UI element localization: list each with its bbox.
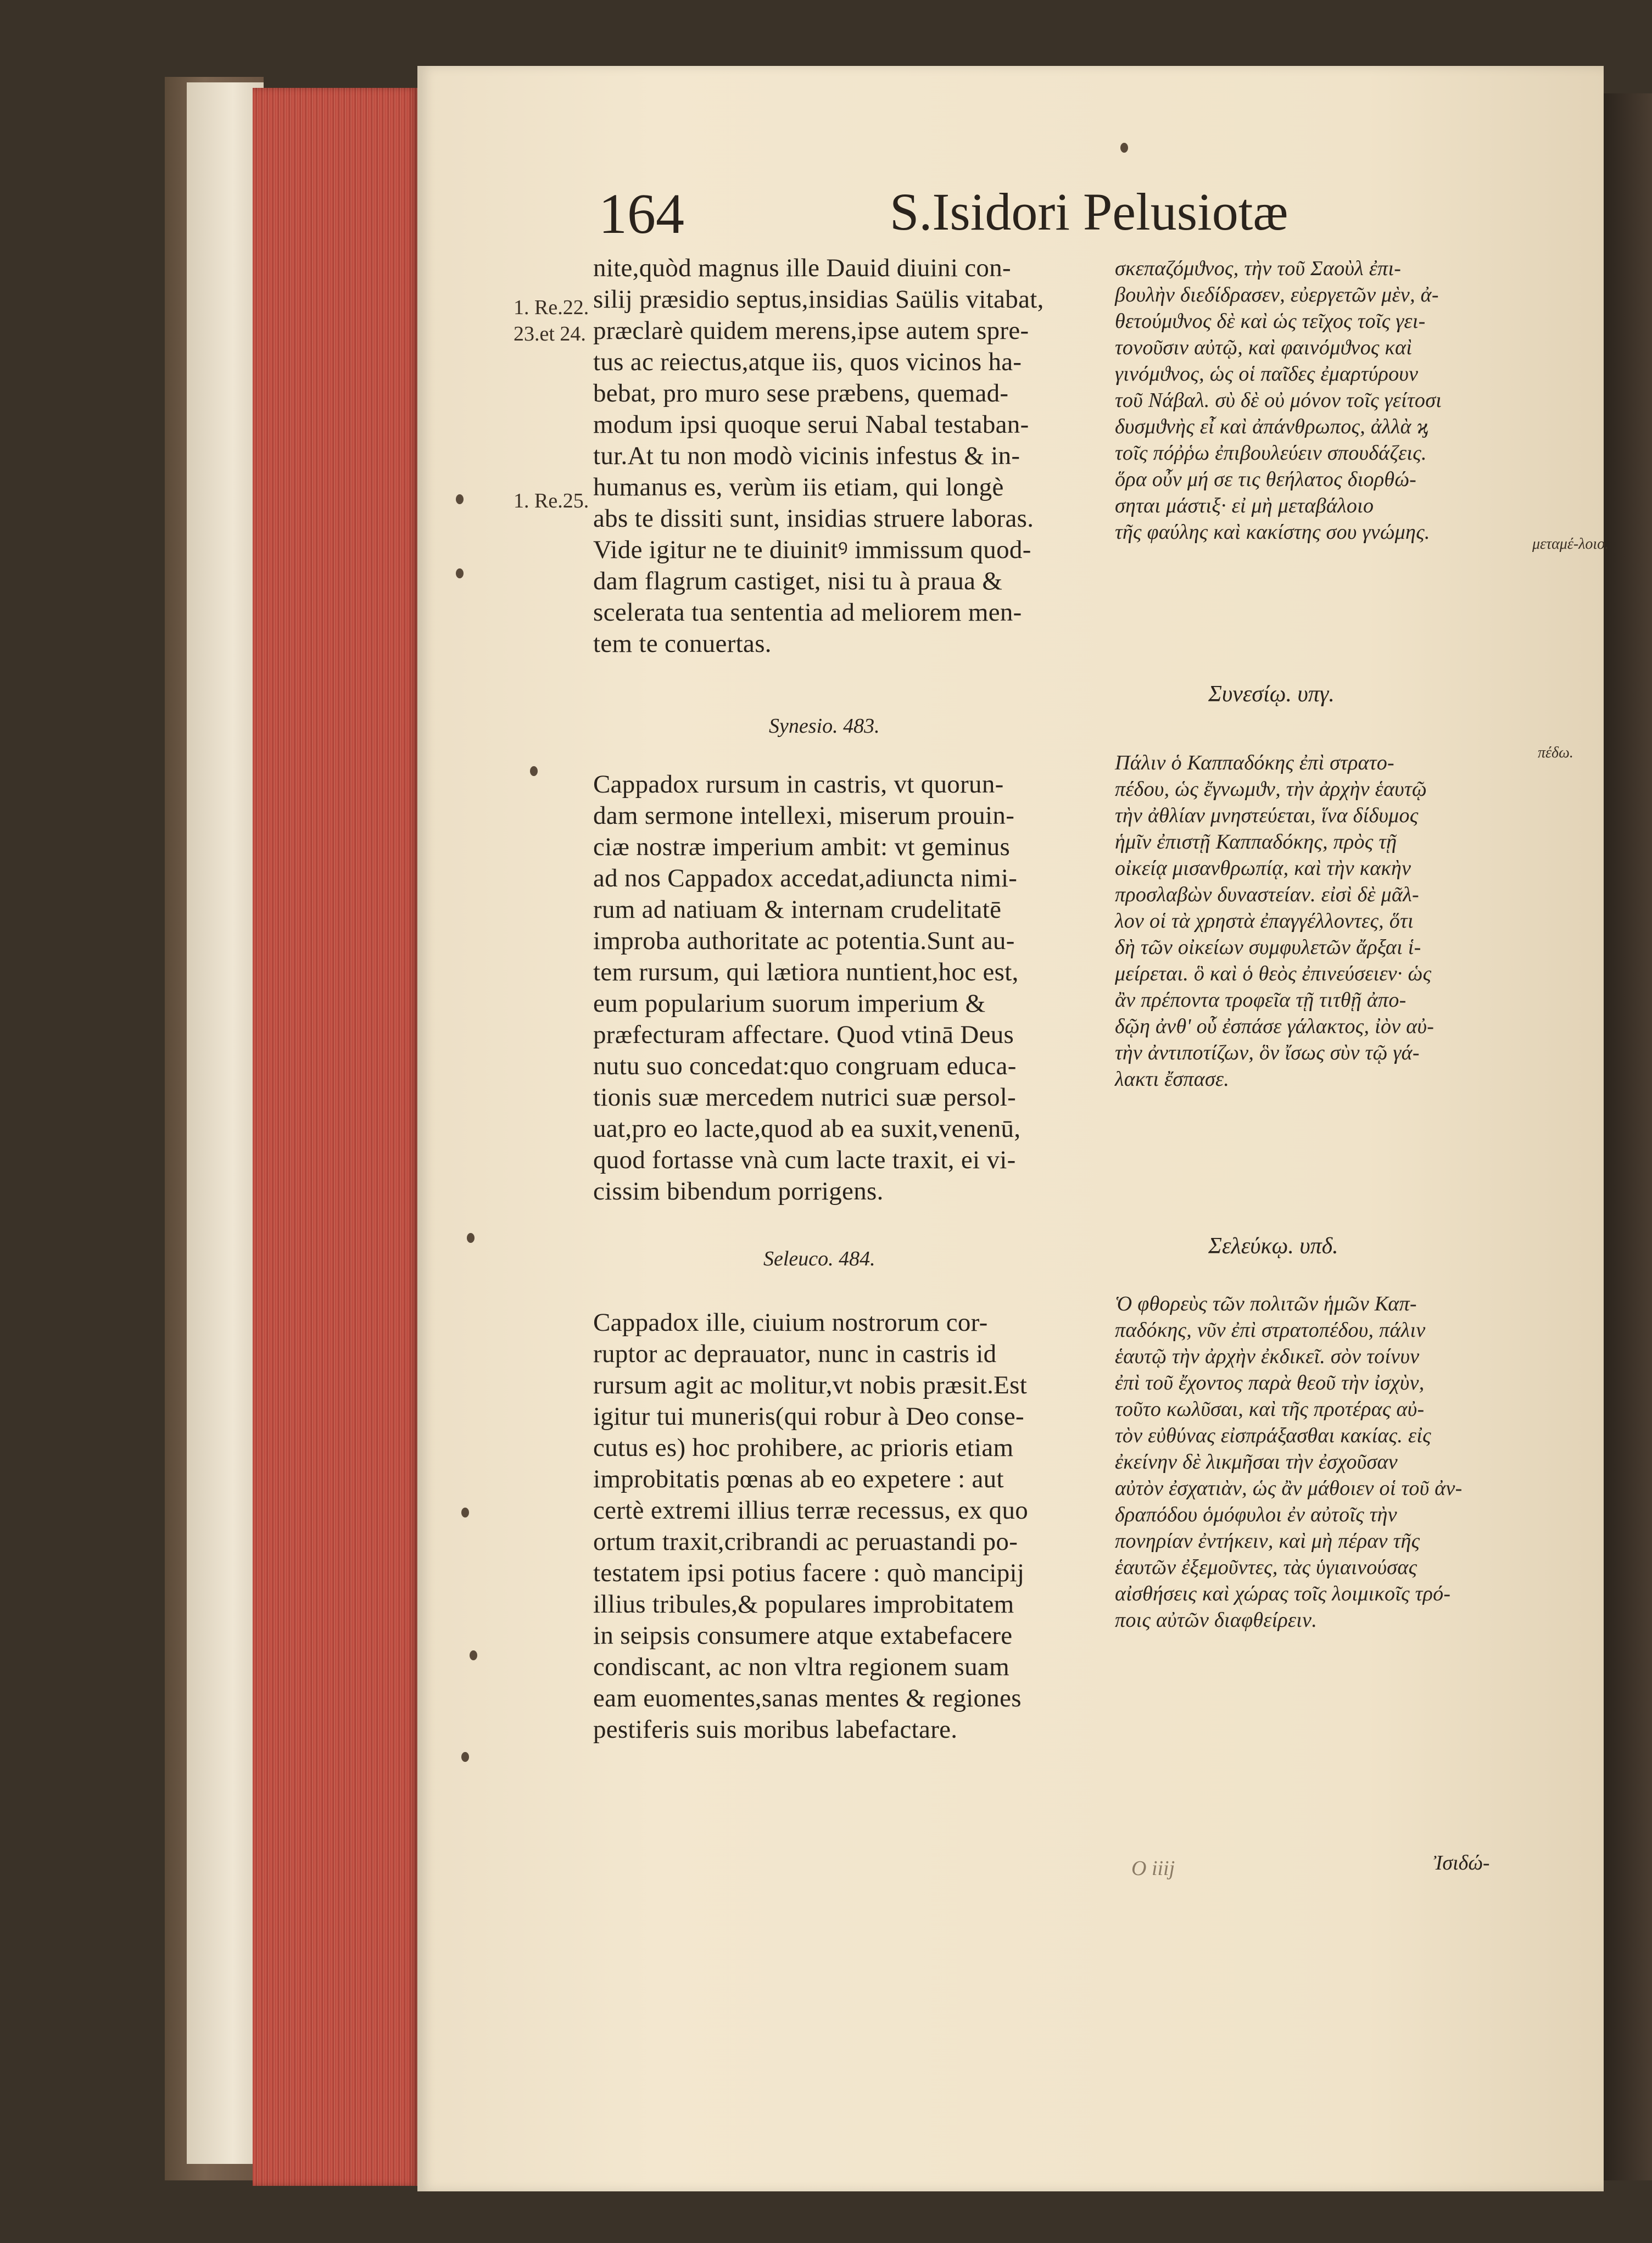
greek-line: πονηρίαν ἐντήκειν, καὶ μὴ πέραν τῆς	[1115, 1530, 1420, 1553]
latin-line: nite,quòd magnus ille Dauid diuini con-	[593, 254, 1011, 282]
latin-column-letter-3	[593, 1307, 1093, 1745]
greek-line: ἡμῖν ἐπιστῇ Καππαδόκης, πρὸς τῇ	[1115, 830, 1397, 853]
latin-line: ruptor ac deprauator, nunc in castris id	[593, 1340, 997, 1368]
greek-line: δῷη ἀνθ' οὗ ἐσπάσε γάλακτος, ἰὸν αὐ-	[1115, 1015, 1435, 1038]
greek-line: γινόμϑνος, ὡς οἱ παῖδες ἐμαρτύρουν	[1115, 362, 1419, 386]
latin-line: modum ipsi quoque serui Nabal testaban-	[593, 410, 1029, 439]
binding-hole	[470, 1650, 477, 1660]
latin-line: illius tribules,& populares improbitatem	[593, 1590, 1014, 1619]
greek-line: πέδου, ὡς ἔγνωμϑν, τὴν ἀρχὴν ἑαυτῷ	[1115, 778, 1427, 801]
greek-line: θετούμϑνος δὲ καὶ ὡς τεῖχος τοῖς γει-	[1115, 310, 1426, 333]
greek-line: βουλὴν διεδίδρασεν, εὐεργετῶν μὲν, ἀ-	[1115, 283, 1439, 306]
latin-line: tem rursum, qui lætiora nuntient,hoc est,	[593, 958, 1019, 986]
latin-line: improba authoritate ac potentia.Sunt au-	[593, 927, 1015, 955]
latin-line: uat,pro eo lacte,quod ab ea suxit,venenū,	[593, 1114, 1021, 1143]
greek-line: ἑαυτῷ τὴν ἀρχὴν ἐκδικεῖ. σὸν τοίνυν	[1115, 1345, 1420, 1368]
latin-line: cutus es) hoc prohibere, ac prioris etiam	[593, 1433, 1014, 1462]
greek-line: ἂν πρέποντα τροφεῖα τῇ τιτθῇ ἀπο-	[1115, 989, 1407, 1012]
binding-hole	[1120, 143, 1128, 153]
latin-column-letter-2	[593, 769, 1093, 1207]
book-page	[417, 66, 1609, 2191]
greek-line: τὴν ἀντιποτίζων, ὃν ἴσως σὺν τῷ γά-	[1115, 1041, 1420, 1064]
latin-line: Cappadox ille, ciuium nostrorum cor-	[593, 1308, 988, 1337]
binding-hole	[530, 766, 538, 776]
greek-line: τὸν εὐθύνας εἰσπράξασθαι κακίας. εἰς	[1115, 1424, 1431, 1447]
greek-heading: Συνεσίῳ. υπγ.	[1208, 682, 1335, 707]
latin-line: ortum traxit,cribrandi ac peruastandi po-	[593, 1527, 1018, 1556]
latin-line: Cappadox rursum in castris, vt quorun-	[593, 770, 1004, 799]
latin-heading: Synesio. 483.	[769, 715, 880, 738]
red-page-edges	[253, 88, 417, 2186]
binding-hole	[456, 494, 464, 504]
margin-note: 1. Re.22.	[514, 296, 589, 319]
greek-line: τῆς φαύλης καὶ κακίστης σου γνώμης.	[1115, 521, 1430, 544]
latin-line: pestiferis suis moribus labefactare.	[593, 1715, 958, 1744]
latin-line: condiscant, ac non vltra regionem suam	[593, 1653, 1009, 1681]
latin-line: ciæ nostræ imperium ambit: vt geminus	[593, 833, 1011, 861]
binding-hole	[461, 1752, 469, 1762]
greek-column-letter-3	[1115, 1291, 1549, 1633]
greek-heading: Σελεύκῳ. υπδ.	[1208, 1234, 1338, 1259]
signature-mark: O iiij	[1131, 1857, 1175, 1880]
latin-line: scelerata tua sententia ad meliorem men-	[593, 598, 1022, 627]
greek-line: ὅρα οὖν μή σε τις θεήλατος διορθώ-	[1115, 468, 1417, 491]
latin-line: testatem ipsi potius facere : quò mancipij	[593, 1559, 1025, 1587]
greek-line: δραπόδου ὁμόφυλοι ἐν αὐτοῖς τὴν	[1115, 1503, 1397, 1526]
greek-line: τὴν ἀθλίαν μνηστεύεται, ἵνα δίδυμος	[1115, 804, 1419, 827]
latin-line: nutu suo concedat:quo congruam educa-	[593, 1052, 1017, 1080]
greek-line: αὐτὸν ἐσχατιὰν, ὡς ἂν μάθοιεν οἱ τοῦ ἀν-	[1115, 1477, 1463, 1500]
greek-line: αἰσθήσεις καὶ χώρας τοῖς λοιμικοῖς τρό-	[1115, 1582, 1451, 1605]
running-head: S.Isidori Pelusiotæ	[890, 182, 1288, 241]
latin-line: rursum agit ac molitur,vt nobis præsit.Est	[593, 1371, 1028, 1399]
greek-line: ποις αὐτῶν διαφθείρειν.	[1115, 1609, 1318, 1632]
latin-line: improbitatis pœnas ab eo expetere : aut	[593, 1465, 1004, 1493]
greek-line: δυσμϑνὴς εἶ καὶ ἀπάνθρωπος, ἀλλὰ ϗ	[1115, 415, 1429, 438]
greek-column-letter-1	[1115, 255, 1549, 545]
latin-heading: Seleuco. 484.	[763, 1247, 875, 1270]
greek-line: ἑαυτῶν ἐξεμοῦντες, τὰς ὑγιαινούσας	[1115, 1556, 1417, 1579]
latin-line: dam flagrum castiget, nisi tu à praua &	[593, 567, 1003, 595]
latin-line: quod fortasse vnà cum lacte traxit, ei vi-	[593, 1146, 1016, 1174]
latin-column-letter-1	[593, 253, 1093, 660]
greek-line: παδόκης, νῦν ἐπὶ στρατοπέδου, πάλιν	[1115, 1319, 1426, 1342]
greek-line: δὴ τῶν οἰκείων συμφυλετῶν ἄρξαι ἱ-	[1115, 936, 1421, 959]
latin-line: dam sermone intellexi, miserum prouin-	[593, 801, 1015, 830]
latin-line: rum ad natiuam & internam crudelitatē	[593, 895, 1002, 924]
margin-note: 23.et 24.	[514, 322, 586, 345]
greek-line: οἰκείᾳ μισανθρωπίᾳ, καὶ τὴν κακὴν	[1115, 857, 1411, 880]
latin-line: præfecturam affectare. Quod vtinā Deus	[593, 1020, 1014, 1049]
greek-line: λακτι ἔσπασε.	[1115, 1068, 1230, 1091]
latin-line: silij præsidio septus,insidias Saülis vitabat,	[593, 285, 1044, 314]
catchword: Ἰσιδώ-	[1433, 1851, 1490, 1874]
latin-line: igitur tui muneris(qui robur à Deo conse-	[593, 1402, 1024, 1431]
book-endpaper	[187, 82, 264, 2164]
greek-line: σκεπαζόμϑνος, τὴν τοῦ Σαοὺλ ἐπι-	[1115, 257, 1402, 280]
binding-hole	[456, 568, 464, 578]
greek-line: σηται μάστιξ· εἰ μὴ μεταβάλοιο	[1115, 494, 1374, 517]
greek-line: Πάλιν ὁ Καππαδόκης ἐπὶ στρατο-	[1115, 751, 1395, 774]
latin-line: tus ac reiectus,atque iis, quos vicinos ha-	[593, 348, 1022, 376]
latin-line: eam euomentes,sanas mentes & regiones	[593, 1684, 1022, 1712]
greek-line: τονοῦσιν αὐτῷ, καὶ φαινόμϑνος καὶ	[1115, 336, 1413, 359]
book-cover-right	[1604, 93, 1652, 2180]
margin-note: 1. Re.25.	[514, 489, 589, 512]
page-number: 164	[599, 182, 684, 245]
greek-line: λον οἱ τὰ χρηστὰ ἐπαγγέλλοντες, ὅτι	[1115, 910, 1414, 933]
latin-line: tem te conuertas.	[593, 629, 772, 658]
greek-line: μείρεται. ὃ καὶ ὁ θεὸς ἐπινεύσειεν· ὡς	[1115, 962, 1432, 985]
greek-line: ἐπὶ τοῦ ἔχοντος παρὰ θεοῦ τὴν ἰσχὺν,	[1115, 1371, 1425, 1394]
latin-line: tionis suæ mercedem nutrici suæ persol-	[593, 1083, 1017, 1112]
binding-hole	[467, 1233, 475, 1243]
latin-line: ad nos Cappadox accedat,adiuncta nimi-	[593, 864, 1018, 892]
greek-line: ἐκείνην δὲ λικμῆσαι τὴν ἐσχοῦσαν	[1115, 1450, 1398, 1474]
latin-line: tur.At tu non modò vicinis infestus & in-	[593, 442, 1020, 470]
latin-line: Vide igitur ne te diuinitꝰ immissum quod-	[593, 535, 1031, 564]
latin-line: præclarè quidem merens,ipse autem spre-	[593, 316, 1029, 345]
latin-line: abs te dissiti sunt, insidias struere laboras.	[593, 504, 1034, 533]
greek-margin-note: μεταμέ-λοιο.	[1532, 535, 1609, 553]
greek-margin-note: πέδω.	[1538, 744, 1573, 761]
latin-line: bebat, pro muro sese præbens, quemad-	[593, 379, 1009, 408]
latin-line: cissim bibendum porrigens.	[593, 1177, 884, 1206]
latin-line: certè extremi illius terræ recessus, ex quo	[593, 1496, 1029, 1525]
latin-line: in seipsis consumere atque extabefacere	[593, 1621, 1013, 1650]
greek-line: τοῦ Νάβαλ. σὺ δὲ οὐ μόνον τοῖς γείτοσι	[1115, 389, 1442, 412]
binding-hole	[461, 1508, 469, 1517]
latin-line: humanus es, verùm iis etiam, qui longè	[593, 473, 1004, 501]
greek-line: προσλαβὼν δυναστείαν. εἰσὶ δὲ μᾶλ-	[1115, 883, 1419, 906]
greek-column-letter-2	[1115, 750, 1549, 1092]
greek-line: Ὁ φθορεὺς τῶν πολιτῶν ἡμῶν Καπ-	[1115, 1292, 1417, 1315]
greek-line: τοῦτο κωλῦσαι, καὶ τῆς προτέρας αὐ-	[1115, 1398, 1425, 1421]
latin-line: eum popularium suorum imperium &	[593, 989, 986, 1018]
greek-line: τοῖς πόῤῥω ἐπιβουλεύειν σπουδάζεις.	[1115, 442, 1427, 465]
